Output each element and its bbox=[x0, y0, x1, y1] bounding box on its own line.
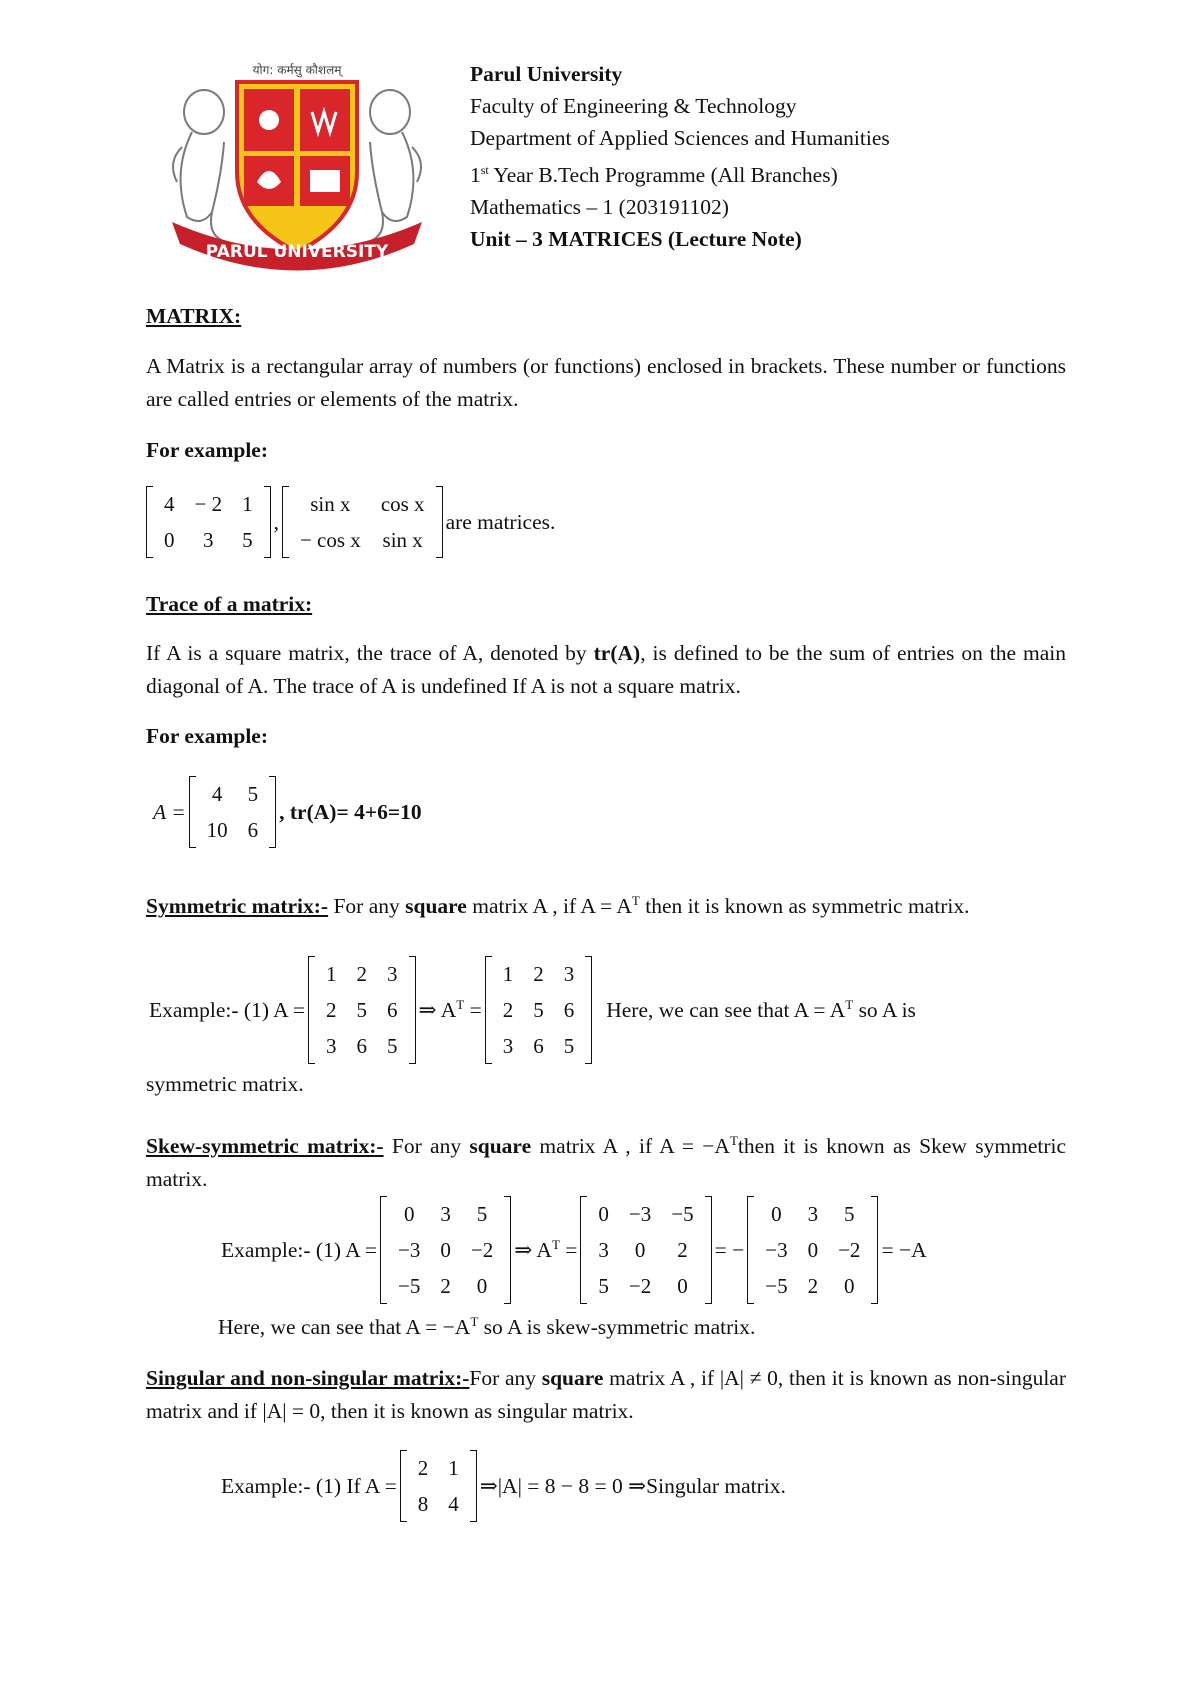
matrix-entry: 3 bbox=[807, 1202, 819, 1226]
matrix-entry: 2 bbox=[356, 962, 368, 986]
matrix-row bbox=[588, 1268, 703, 1304]
matrix-entry: −2 bbox=[838, 1238, 861, 1262]
matrix-entry: −5 bbox=[398, 1274, 421, 1298]
matrix-entry: −5 bbox=[671, 1202, 694, 1226]
matrix-entry: 0 bbox=[598, 1202, 609, 1226]
matrix-entry: −2 bbox=[628, 1274, 652, 1298]
matrix-entry: − cos x bbox=[299, 528, 361, 552]
matrix-entry: 2 bbox=[440, 1274, 451, 1298]
document-header bbox=[470, 58, 890, 255]
matrix-definition: A Matrix is a rectangular array of numbers (or functions) enclosed in brackets. These number or functions are called entries or elements of the matrix. bbox=[146, 354, 1066, 411]
matrix-row bbox=[316, 1028, 408, 1064]
matrix-entry: 2 bbox=[533, 962, 544, 986]
matrix-entry: −3 bbox=[398, 1238, 421, 1262]
matrix-entry: −3 bbox=[628, 1202, 652, 1226]
symmetric-matrix-at bbox=[485, 956, 593, 1064]
singular-result: ⇒|A| = 8 − 8 = 0 ⇒Singular matrix. bbox=[479, 1473, 786, 1498]
matrix-row bbox=[408, 1486, 469, 1522]
skew-heading: Skew-symmetric matrix:- bbox=[146, 1134, 384, 1159]
skew-conclusion: Here, we can see that $A = -A^T$ so A is skew-symmetric matrix. bbox=[218, 1314, 756, 1340]
symmetric-matrix-a bbox=[308, 956, 416, 1064]
matrix-example-label: For example: bbox=[146, 438, 268, 462]
matrix-entry: 0 bbox=[771, 1202, 782, 1226]
skew-matrix-neg bbox=[747, 1196, 878, 1304]
matrix-row bbox=[493, 1028, 585, 1064]
matrix-entry: sin x bbox=[310, 492, 351, 516]
matrix-entry: 6 bbox=[387, 998, 398, 1022]
trace-example-label: For example: bbox=[146, 724, 268, 748]
matrix-entry: 1 bbox=[448, 1456, 459, 1480]
matrix-row bbox=[154, 486, 263, 522]
singular-matrix bbox=[400, 1450, 477, 1522]
trace-matrix bbox=[189, 776, 277, 848]
matrix-entry: 6 bbox=[356, 1034, 368, 1058]
matrix-row bbox=[755, 1232, 870, 1268]
matrix-row bbox=[388, 1232, 503, 1268]
matrix-row bbox=[755, 1196, 870, 1232]
matrix-row bbox=[290, 522, 435, 558]
skew-example: Example:- (1) A = 0 3 5 −3 0 −2 −5 2 0 ⇒ $A^T$ = 0 −3 −5 3 0 2 5 −2 0 = − 0 3 5 −3 0 −2 −5 2 0 = −A bbox=[218, 1196, 930, 1304]
matrix-entry: 5 bbox=[242, 528, 253, 552]
trace-definition: If A is a square matrix, the trace of A, denoted by tr(A), is defined to be the sum of entries on the main diagonal of A. The trace of A is undefined If A is not a square matrix. bbox=[146, 641, 1066, 698]
matrix-entry: 6 bbox=[563, 998, 575, 1022]
programme-year: 1st Year B.Tech Programme (All Branches) bbox=[470, 163, 838, 188]
logo-motto: योग: कर्मसु कौशलम् bbox=[252, 63, 342, 77]
matrix-entry: 0 bbox=[677, 1274, 688, 1298]
singular-example: Example:- (1) If A = 2 1 8 4 ⇒|A| = 8 − 8 = 0 ⇒Singular matrix. bbox=[218, 1450, 789, 1522]
matrix-entry: 2 bbox=[677, 1238, 688, 1262]
matrix-row bbox=[290, 486, 435, 522]
matrix-entry: 0 bbox=[164, 528, 175, 552]
matrix-entry: 3 bbox=[502, 1034, 514, 1058]
matrix-example: 4 − 2 1 0 3 5 , sin x cos x − cos x sin x are matrices. bbox=[146, 486, 558, 558]
matrix-entry: 0 bbox=[440, 1238, 451, 1262]
right-lion-icon bbox=[367, 90, 421, 242]
matrix-row bbox=[408, 1450, 469, 1486]
trace-heading: Trace of a matrix: bbox=[146, 592, 313, 616]
matrix-entry: 10 bbox=[206, 818, 228, 842]
matrix-entry: 5 bbox=[563, 1034, 575, 1058]
matrix-entry: cos x bbox=[380, 492, 425, 516]
singular-heading: Singular and non-singular matrix:- bbox=[146, 1366, 470, 1390]
matrix-entry: − 2 bbox=[194, 492, 223, 516]
matrix-entry: 5 bbox=[247, 782, 259, 806]
matrix-entry: 2 bbox=[807, 1274, 819, 1298]
matrix-entry: 3 bbox=[203, 528, 214, 552]
skew-definition: Skew-symmetric matrix:- For any square matrix A , if $A = -A^Tthen$ it is known as Skew symmetric matrix. bbox=[146, 1133, 1067, 1192]
matrix-entry: 6 bbox=[247, 818, 259, 842]
matrix-row bbox=[493, 956, 585, 992]
matrix-entry: 2 bbox=[417, 1456, 429, 1480]
example-matrix-1 bbox=[146, 486, 271, 558]
left-lion-icon bbox=[173, 90, 227, 242]
matrix-entry: 5 bbox=[533, 998, 544, 1022]
singular-definition: Singular and non-singular matrix:-For any square matrix A , if |A| ≠ 0, then it is known as non-singular matrix and if |A| = 0, then it is known as singular matrix. bbox=[146, 1366, 1066, 1423]
matrix-row bbox=[388, 1196, 503, 1232]
matrix-entry: 0 bbox=[403, 1202, 415, 1226]
skew-matrix-at bbox=[580, 1196, 711, 1304]
matrix-entry: 6 bbox=[533, 1034, 544, 1058]
logo-banner-text: PARUL UNIVERSITY bbox=[205, 242, 389, 262]
matrix-entry: 5 bbox=[476, 1202, 488, 1226]
example-matrix-2 bbox=[282, 486, 443, 558]
matrix-entry: 2 bbox=[502, 998, 514, 1022]
parul-university-logo bbox=[152, 52, 442, 272]
matrix-row bbox=[493, 992, 585, 1028]
matrix-entry: 5 bbox=[356, 998, 368, 1022]
matrix-entry: 0 bbox=[807, 1238, 819, 1262]
matrix-entry: 5 bbox=[387, 1034, 398, 1058]
symmetric-definition: Symmetric matrix:- For any square matrix A , if $A = A^T$ then it is known as symmetric matrix. bbox=[146, 893, 970, 919]
matrix-entry: 0 bbox=[476, 1274, 488, 1298]
matrix-row bbox=[197, 776, 269, 812]
university-name: Parul University bbox=[470, 62, 623, 86]
matrix-entry: 4 bbox=[211, 782, 223, 806]
symmetric-example: Example:- (1) A = 1 2 3 2 5 6 3 6 5 ⇒ $A^T$ = 1 2 3 2 5 6 3 6 5 Here, we can see that $A = A^T$ so A is bbox=[146, 956, 1066, 1064]
matrix-row bbox=[388, 1268, 503, 1304]
matrix-row bbox=[316, 992, 408, 1028]
matrix-row bbox=[316, 956, 408, 992]
course-name: Mathematics – 1 (203191102) bbox=[470, 195, 729, 220]
symmetric-conclusion: symmetric matrix. bbox=[146, 1072, 304, 1096]
matrix-entry: 5 bbox=[598, 1274, 609, 1298]
matrix-entry: sin x bbox=[382, 528, 423, 552]
matrix-entry: 3 bbox=[598, 1238, 609, 1262]
matrix-row bbox=[154, 522, 263, 558]
skew-matrix-a bbox=[380, 1196, 511, 1304]
trace-example: A = 4 5 10 6 , tr(A)= 4+6=10 bbox=[150, 776, 425, 848]
matrix-entry: 3 bbox=[387, 962, 398, 986]
matrix-entry: 8 bbox=[417, 1492, 429, 1516]
matrix-entry: 4 bbox=[164, 492, 175, 516]
matrix-entry: 1 bbox=[502, 962, 514, 986]
matrix-entry: −3 bbox=[765, 1238, 788, 1262]
matrix-example-tail: are matrices. bbox=[445, 509, 556, 534]
trace-result: , tr(A)= 4+6=10 bbox=[279, 799, 422, 824]
department-name: Department of Applied Sciences and Humanities bbox=[470, 126, 890, 150]
matrix-entry: 1 bbox=[242, 492, 253, 516]
matrix-row bbox=[197, 812, 269, 848]
matrix-entry: 1 bbox=[326, 962, 337, 986]
matrix-entry: 5 bbox=[844, 1202, 855, 1226]
matrix-entry: 3 bbox=[440, 1202, 451, 1226]
unit-title: Unit – 3 MATRICES (Lecture Note) bbox=[470, 227, 802, 252]
matrix-entry: 4 bbox=[448, 1492, 459, 1516]
matrix-entry: 3 bbox=[563, 962, 575, 986]
matrix-row bbox=[588, 1196, 703, 1232]
matrix-row bbox=[588, 1232, 703, 1268]
matrix-entry: −2 bbox=[470, 1238, 494, 1262]
matrix-row bbox=[755, 1268, 870, 1304]
faculty-name: Faculty of Engineering & Technology bbox=[470, 94, 797, 118]
matrix-entry: −5 bbox=[765, 1274, 788, 1298]
symmetric-heading: Symmetric matrix:- bbox=[146, 894, 329, 919]
matrix-entry: 3 bbox=[326, 1034, 337, 1058]
matrix-entry: 0 bbox=[634, 1238, 646, 1262]
matrix-entry: 2 bbox=[326, 998, 337, 1022]
matrix-entry: 0 bbox=[844, 1274, 855, 1298]
matrix-heading: MATRIX: bbox=[146, 304, 242, 328]
